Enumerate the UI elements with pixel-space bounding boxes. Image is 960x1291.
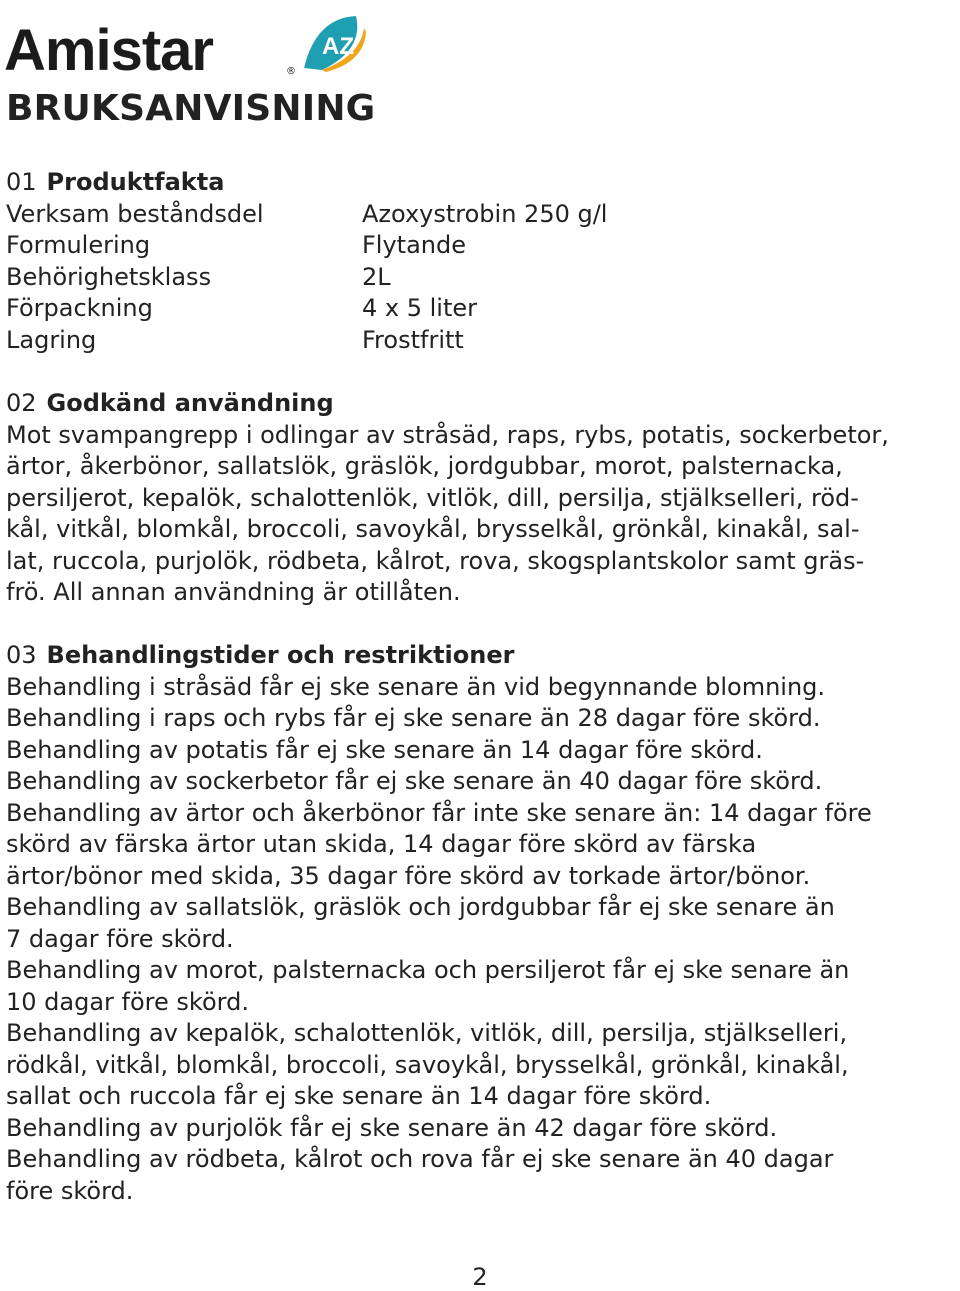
fact-value: 4 x 5 liter <box>362 294 478 322</box>
text-line: Behandling av purjolök får ej ske senare än 42 dagar före skörd. <box>6 1113 778 1142</box>
text-line: Behandling av rödbeta, kålrot och rova får ej ske senare än 40 dagar <box>6 1145 834 1173</box>
section-title: Godkänd användning <box>46 389 334 417</box>
text-line: frö. All annan användning är otillåten. <box>6 578 461 606</box>
fact-label: Formulering <box>6 231 151 259</box>
text-line: ärtor/bönor med skida, 35 dagar före skörd av torkade ärtor/bönor. <box>6 861 811 890</box>
page-heading: BRUKSANVISNING <box>6 88 376 129</box>
text-line: Behandling i stråsäd får ej ske senare än vid begynnande blomning. <box>6 672 826 701</box>
section-number: 02 <box>6 389 37 417</box>
text-line: Behandling av kepalök, schalottenlök, vitlök, dill, persilja, stjälkselleri, <box>6 1019 848 1047</box>
fact-label: Verksam beståndsdel <box>6 199 264 228</box>
section-header <box>6 640 956 672</box>
section-title: Produktfakta <box>46 168 225 196</box>
fact-value: Frostfritt <box>362 325 464 354</box>
fact-label: Behörighetsklass <box>6 262 212 291</box>
section-behandlingstider <box>6 640 956 1207</box>
fact-value: Flytande <box>362 231 467 259</box>
usage-paragraph <box>6 420 956 609</box>
section-title: Behandlingstider och restriktioner <box>46 641 515 669</box>
section-header <box>6 167 956 199</box>
section-produktfakta <box>6 167 956 356</box>
text-line: ärtor, åkerbönor, sallatslök, gräslök, jordgubbar, morot, palsternacka, <box>6 452 843 480</box>
text-line: Behandling av ärtor och åkerbönor får inte ske senare än: 14 dagar före <box>6 798 872 827</box>
text-line: före skörd. <box>6 1176 134 1205</box>
section-header <box>6 388 956 420</box>
text-line: Behandling av potatis får ej ske senare än 14 dagar före skörd. <box>6 735 763 764</box>
logo-wordmark: Amistar <box>4 18 213 76</box>
text-line: Behandling i raps och rybs får ej ske senare än 28 dagar före skörd. <box>6 704 821 732</box>
az-badge-icon <box>304 16 366 72</box>
fact-value: 2L <box>362 262 391 291</box>
text-line: 7 dagar före skörd. <box>6 924 234 953</box>
fact-label: Förpackning <box>6 294 153 322</box>
amistar-logo <box>4 10 366 76</box>
text-line: Mot svampangrepp i odlingar av stråsäd, raps, rybs, potatis, sockerbetor, <box>6 420 889 449</box>
fact-value: Azoxystrobin 250 g/l <box>362 199 608 228</box>
text-line: persiljerot, kepalök, schalottenlök, vitlök, dill, persilja, stjälkselleri, röd- <box>6 483 859 512</box>
restrictions-paragraph <box>6 672 956 1208</box>
text-line: Behandling av sockerbetor får ej ske senare än 40 dagar före skörd. <box>6 767 823 795</box>
text-line: rödkål, vitkål, blomkål, broccoli, savoykål, brysselkål, grönkål, kinakål, <box>6 1050 849 1079</box>
text-line: skörd av färska ärtor utan skida, 14 dagar före skörd av färska <box>6 830 757 858</box>
fact-label: Lagring <box>6 325 97 354</box>
text-line: lat, ruccola, purjolök, rödbeta, kålrot, rova, skogsplantskolor samt gräs- <box>6 546 865 575</box>
text-line: kål, vitkål, blomkål, broccoli, savoykål, brysselkål, grönkål, kinakål, sal- <box>6 515 860 543</box>
page-number: 2 <box>472 1263 488 1291</box>
text-line: sallat och ruccola får ej ske senare än 14 dagar före skörd. <box>6 1082 712 1110</box>
section-godkand-anvandning <box>6 388 956 609</box>
logo-registered-mark: ® <box>286 66 296 76</box>
logo-badge-text: AZ <box>322 33 354 60</box>
facts-table <box>6 199 956 357</box>
text-line: Behandling av morot, palsternacka och persiljerot får ej ske senare än <box>6 956 850 984</box>
section-number: 01 <box>6 168 37 196</box>
text-line: 10 dagar före skörd. <box>6 987 249 1016</box>
text-line: Behandling av sallatslök, gräslök och jordgubbar får ej ske senare än <box>6 893 835 921</box>
section-number: 03 <box>6 641 37 669</box>
